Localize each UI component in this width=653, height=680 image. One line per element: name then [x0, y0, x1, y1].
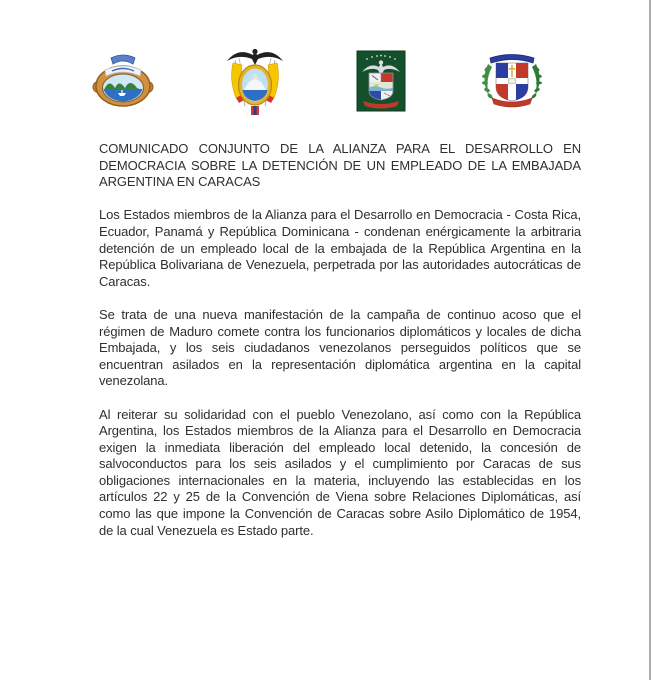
paragraph-2: Se trata de una nueva manifestación de la campaña de continuo acoso que el régimen de Maduro comete contra los funcionarios diplomáticos y locales de dicha Embajada, y los seis ciudadanos venezolanos perseguidos políticos que se encuentran asilados en la representación diplomática argentina en la capital venezolana. — [99, 306, 581, 389]
page-right-edge-line — [649, 0, 651, 680]
paragraph-1: Los Estados miembros de la Alianza para el Desarrollo en Democracia - Costa Rica, Ecuador, Panamá y República Dominicana - condenan enérgicamente la arbitraria detención de un empleado local de la embajada de la República Argentina en la República Bolivariana de Venezuela, perpetrada por las autoridades autocráticas de Caracas. — [99, 207, 581, 289]
ecuador-coat-of-arms-icon — [226, 44, 284, 118]
dominican-republic-coat-of-arms-icon — [479, 51, 545, 111]
coat-of-arms-row — [92, 43, 545, 119]
paragraph-3: Al reiterar su solidaridad con el pueblo Venezolano, así como con la República Argentina, los Estados miembros de la Alianza para el Desarrollo en Democracia exigen la inmediata liberación del empleado local detenido, la concesión de salvoconductos para los seis asilados y el cumplimiento por Caracas de sus obligaciones internacionales en la materia, incluyendo las establecidas en los artículos 22 y 25 de la Convención de Viena sobre Relaciones Diplomáticas, así como las que impone la Convención de Caracas sobre Asilo Diplomático de 1954, de la cual Venezuela es Estado parte. — [99, 406, 581, 538]
communique-document — [99, 141, 581, 539]
costa-rica-coat-of-arms-icon — [92, 50, 154, 112]
panama-coat-of-arms-icon — [355, 49, 407, 113]
document-title: COMUNICADO CONJUNTO DE LA ALIANZA PARA EL DESARROLLO EN DEMOCRACIA SOBRE LA DETENCIÓN DE UN EMPLEADO DE LA EMBAJADA ARGENTINA EN CARACAS — [99, 141, 581, 190]
